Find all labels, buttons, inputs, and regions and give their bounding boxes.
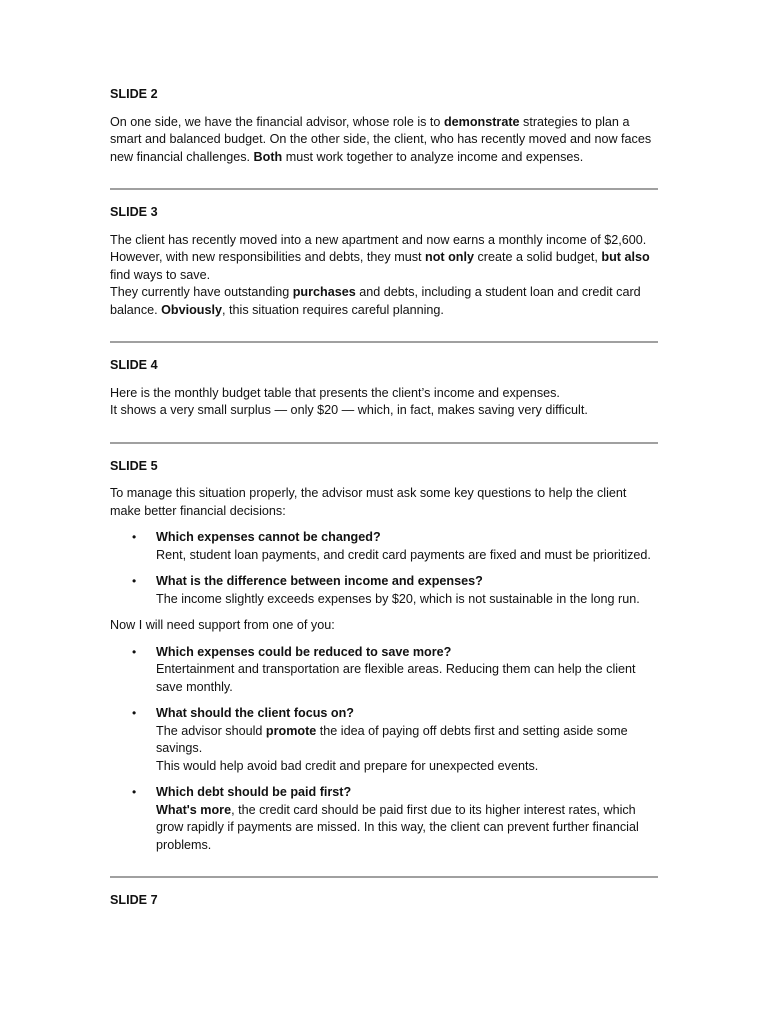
slide-7-heading: SLIDE 7 xyxy=(110,893,158,907)
slide-5-intro: To manage this situation properly, the advisor must ask some key questions to help the client make better financial decisions: xyxy=(110,486,627,518)
section-divider xyxy=(110,442,658,444)
slide-4-heading: SLIDE 4 xyxy=(110,358,158,372)
question-list-2 xyxy=(110,644,658,855)
text-run: find ways to save. xyxy=(110,267,211,282)
bold-run: purchases xyxy=(292,285,356,299)
text-run: , this situation requires careful planning. xyxy=(222,302,444,317)
bullet-icon: • xyxy=(132,785,137,799)
question-list-1 xyxy=(110,529,658,608)
question-text: Which debt should be paid first? xyxy=(156,785,352,799)
document-body xyxy=(110,86,658,920)
slide-3-heading: SLIDE 3 xyxy=(110,205,158,219)
text-run: , the credit card should be paid first due to its higher interest rates, which grow rapidly if payments are missed. In this way, the client can prevent further financial problems. xyxy=(156,802,639,852)
list-item xyxy=(110,784,658,854)
list-item xyxy=(110,644,658,697)
bold-run: promote xyxy=(265,723,317,738)
answer-text: The income slightly exceeds expenses by $20, which is not sustainable in the long run. xyxy=(156,591,640,606)
text-run: create a solid budget, xyxy=(473,250,602,264)
bold-run: demonstrate xyxy=(443,114,520,129)
slide-5-heading: SLIDE 5 xyxy=(110,458,158,473)
question-text: Which expenses cannot be changed? xyxy=(156,530,381,544)
answer-text xyxy=(156,802,658,855)
bullet-icon: • xyxy=(132,574,137,588)
slide-3-paragraph-2 xyxy=(110,284,658,319)
text-run: must work together to analyze income and expenses. xyxy=(282,149,584,164)
text-run: On one side, we have the financial advisor, whose role is to xyxy=(110,114,444,129)
text-run: The client has recently moved into a new apartment and now earns a monthly income of $2,600. However, with new responsibilities and debts, they must xyxy=(110,232,647,264)
support-request: Now I will need support from one of you: xyxy=(110,618,335,632)
slide-2-heading: SLIDE 2 xyxy=(110,87,158,101)
answer-text: Entertainment and transportation are flexible areas. Reducing them can help the client save monthly. xyxy=(156,662,636,694)
slide-2-paragraph xyxy=(110,114,658,167)
question-text: What is the difference between income and expenses? xyxy=(156,574,483,588)
bold-run: What's more xyxy=(156,802,232,817)
text-run: the idea of paying off debts first and setting aside some savings. xyxy=(156,723,628,755)
bullet-icon: • xyxy=(132,644,137,659)
bold-run: Obviously xyxy=(161,302,223,317)
bold-run: Both xyxy=(253,149,283,164)
bullet-icon: • xyxy=(132,530,137,544)
answer-text xyxy=(156,723,658,758)
text-run: The advisor should xyxy=(156,723,266,738)
list-item xyxy=(110,705,658,775)
bold-run: not only xyxy=(425,250,474,264)
section-divider xyxy=(110,876,658,878)
question-text: What should the client focus on? xyxy=(156,706,354,720)
list-item xyxy=(110,573,658,608)
answer-text: Rent, student loan payments, and credit card payments are fixed and must be prioritized. xyxy=(156,547,651,562)
text-run: and debts, including a student loan and credit card balance. xyxy=(110,285,641,317)
section-divider xyxy=(110,341,658,343)
slide-4-line-2: It shows a very small surplus — only $20 — which, in fact, makes saving very difficult. xyxy=(110,403,588,417)
answer-text-line-2: This would help avoid bad credit and prepare for unexpected events. xyxy=(156,758,539,773)
slide-3-paragraph-1 xyxy=(110,232,658,285)
bullet-icon: • xyxy=(132,706,137,720)
text-run: They currently have outstanding xyxy=(110,285,293,299)
slide-4-line-1: Here is the monthly budget table that presents the client’s income and expenses. xyxy=(110,385,560,400)
list-item xyxy=(110,529,658,564)
section-divider xyxy=(110,188,658,190)
bold-run: but also xyxy=(601,250,650,264)
text-run: strategies to plan a smart and balanced budget. On the other side, the client, who has recently moved and now faces new financial challenges. xyxy=(110,114,652,164)
question-text: Which expenses could be reduced to save more? xyxy=(156,644,452,659)
